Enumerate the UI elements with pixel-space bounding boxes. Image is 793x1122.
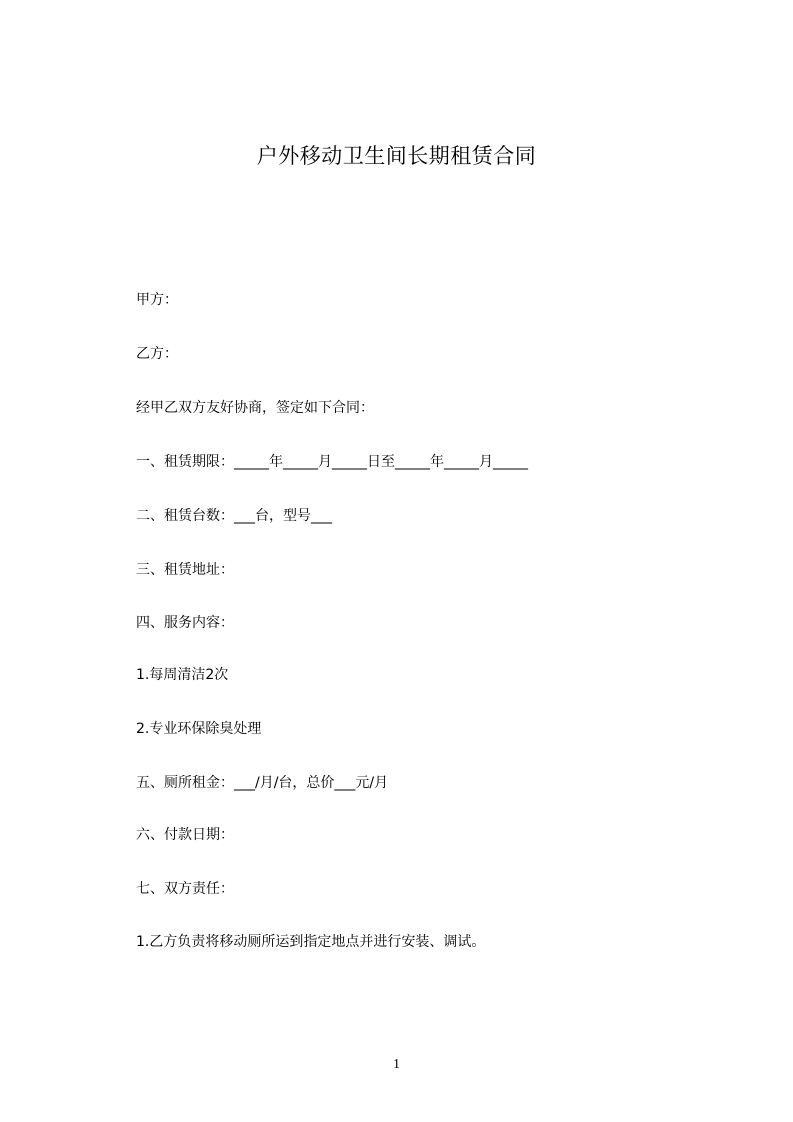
service-item-deodorizing: 2.专业环保除臭处理 bbox=[136, 721, 262, 737]
party-a-line: 甲方： bbox=[136, 292, 178, 308]
clause-lease-address: 三、租赁地址： bbox=[136, 562, 234, 578]
clause-rent: 五、厕所租金：___/月/台，总价___元/月 bbox=[136, 775, 389, 791]
intro-line: 经甲乙双方友好协商，签定如下合同： bbox=[136, 400, 374, 416]
responsibility-item-1: 1.乙方负责将移动厕所运到指定地点并进行安装、调试。 bbox=[136, 934, 486, 950]
contract-title: 户外移动卫生间长期租赁合同 bbox=[256, 144, 537, 168]
clause-payment-date: 六、付款日期： bbox=[136, 827, 234, 843]
service-item-cleaning: 1.每周清洁2次 bbox=[136, 667, 229, 683]
clause-service-content: 四、服务内容： bbox=[136, 615, 234, 631]
clause-lease-term: 一、租赁期限：_____年_____月_____日至_____年_____月_____ bbox=[136, 454, 528, 470]
page-number: 1 bbox=[393, 1057, 400, 1072]
clause-responsibilities: 七、双方责任： bbox=[136, 881, 234, 897]
party-b-line: 乙方： bbox=[136, 346, 178, 362]
clause-unit-count: 二、租赁台数：___台，型号___ bbox=[136, 508, 332, 524]
